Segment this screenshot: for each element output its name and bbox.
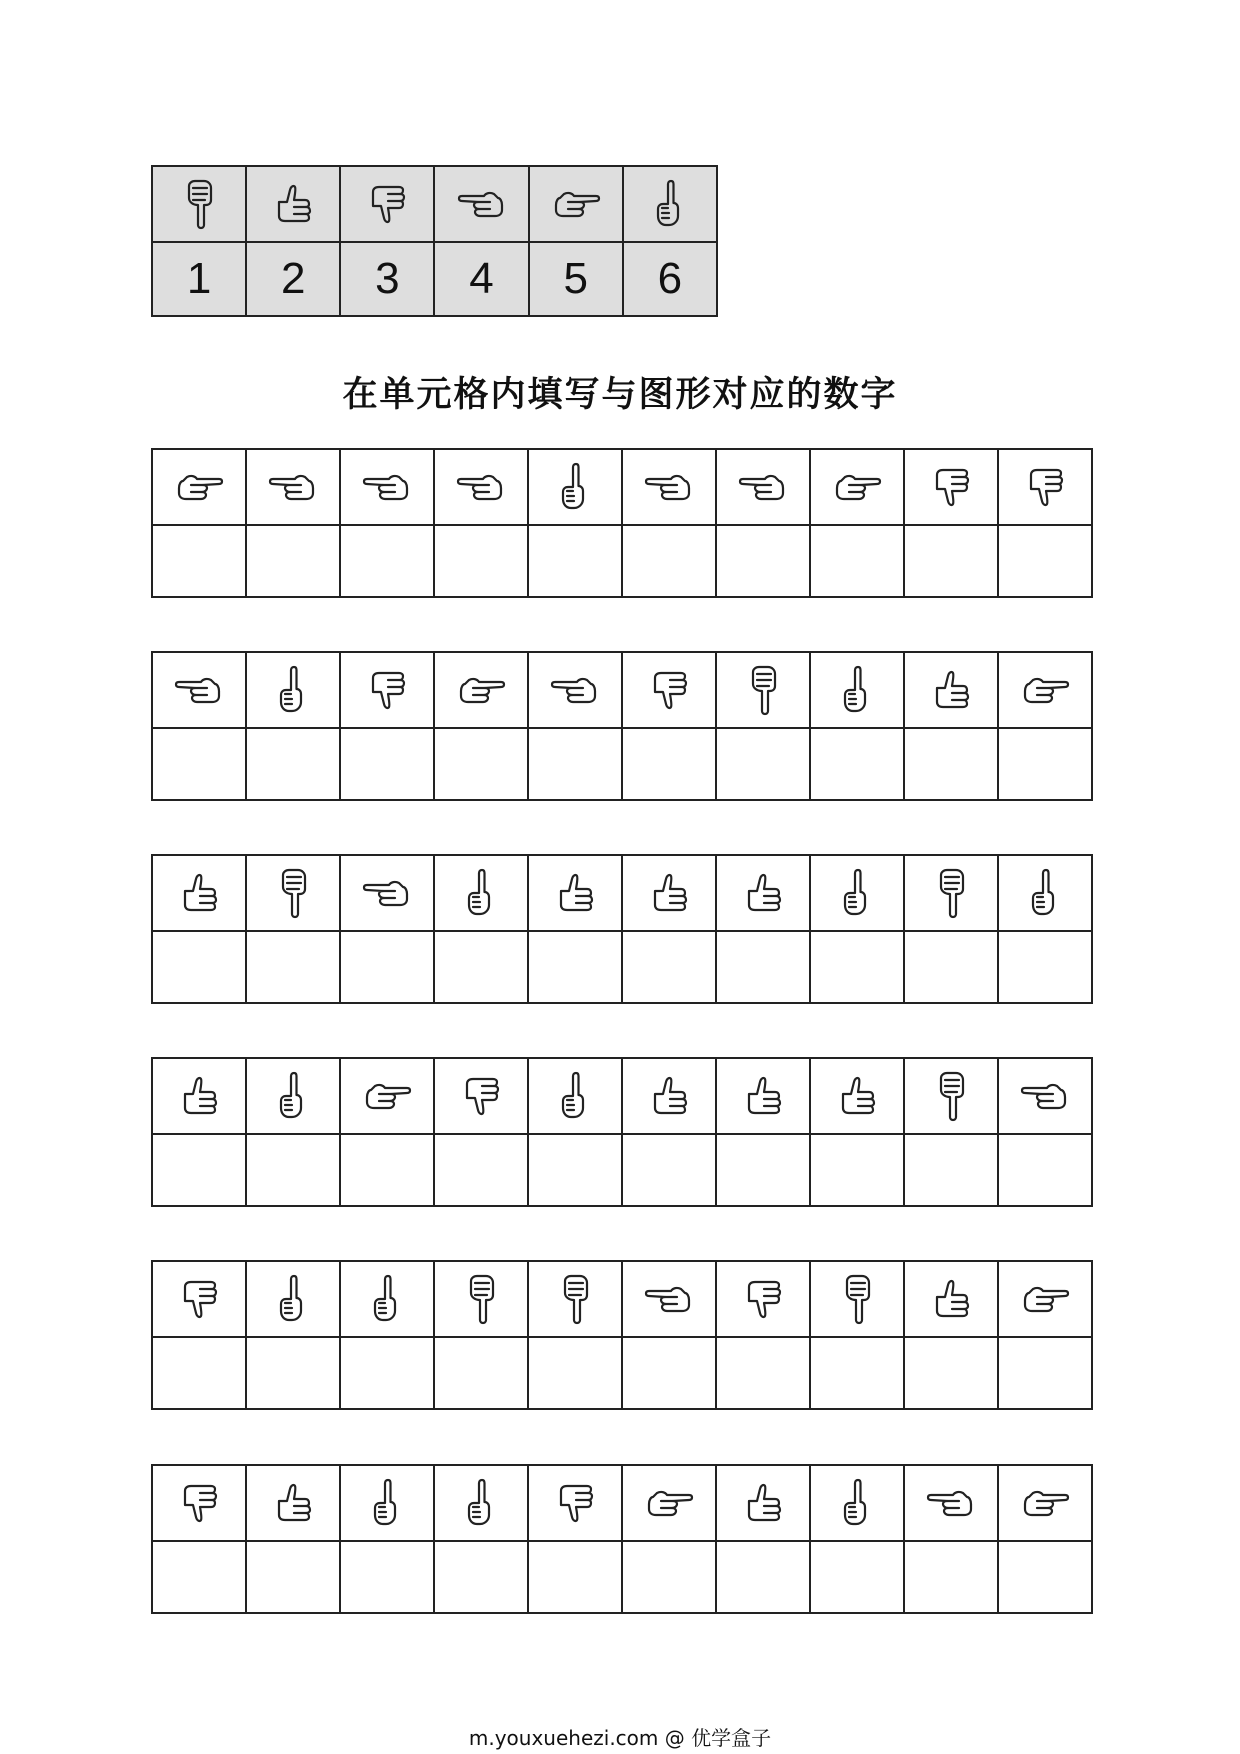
exercise-symbol-row — [152, 449, 1092, 525]
hand-point-up-icon — [359, 1475, 415, 1531]
exercise-symbol-cell — [246, 449, 340, 525]
answer-cell[interactable] — [810, 728, 904, 800]
hand-point-up-icon — [547, 459, 603, 515]
footer-watermark: m.youxuehezi.com @ 优学盒子 — [468, 1726, 772, 1750]
hand-thumbs-up-icon — [735, 1068, 791, 1124]
exercise-symbol-cell — [528, 1261, 622, 1337]
hand-thumbs-down-icon — [641, 662, 697, 718]
exercise-symbol-cell — [152, 449, 246, 525]
exercise-symbol-cell — [904, 1465, 998, 1541]
answer-cell[interactable] — [810, 931, 904, 1003]
hand-thumbs-up-icon — [547, 865, 603, 921]
hand-point-left-icon — [359, 459, 415, 515]
answer-cell[interactable] — [246, 931, 340, 1003]
key-number-cell: 2 — [246, 242, 340, 316]
hand-point-down-icon — [829, 1271, 885, 1327]
answer-cell[interactable] — [904, 728, 998, 800]
hand-thumbs-down-icon — [171, 1475, 227, 1531]
answer-cell[interactable] — [904, 1337, 998, 1409]
answer-cell[interactable] — [904, 525, 998, 597]
exercise-symbol-cell — [434, 652, 528, 728]
hand-point-left-icon — [454, 176, 510, 232]
hand-point-up-icon — [547, 1068, 603, 1124]
exercise-symbol-row — [152, 652, 1092, 728]
answer-cell[interactable] — [810, 1541, 904, 1613]
answer-cell[interactable] — [528, 525, 622, 597]
exercise-symbol-cell — [622, 652, 716, 728]
exercise-symbol-cell — [810, 1465, 904, 1541]
exercise-symbol-cell — [998, 855, 1092, 931]
answer-cell[interactable] — [622, 1337, 716, 1409]
exercise-symbol-cell — [528, 1465, 622, 1541]
exercise-symbol-cell — [528, 652, 622, 728]
exercise-symbol-cell — [528, 855, 622, 931]
hand-point-left-icon — [923, 1475, 979, 1531]
answer-cell[interactable] — [904, 1134, 998, 1206]
hand-point-up-icon — [453, 865, 509, 921]
answer-cell[interactable] — [716, 1134, 810, 1206]
exercise-symbol-cell — [998, 1261, 1092, 1337]
key-number-cell: 1 — [152, 242, 246, 316]
exercise-answer-row — [152, 1134, 1092, 1206]
hand-point-down-icon — [735, 662, 791, 718]
answer-cell[interactable] — [716, 525, 810, 597]
hand-point-up-icon — [265, 662, 321, 718]
answer-cell[interactable] — [528, 1541, 622, 1613]
answer-cell[interactable] — [434, 931, 528, 1003]
hand-point-left-icon — [1017, 1068, 1073, 1124]
exercise-symbol-cell — [716, 855, 810, 931]
exercise-symbol-row — [152, 855, 1092, 931]
exercise-symbol-cell — [246, 1261, 340, 1337]
exercise-symbol-row — [152, 1465, 1092, 1541]
exercise-symbol-cell — [152, 1261, 246, 1337]
exercise-table — [151, 1260, 1093, 1410]
exercise-symbol-cell — [810, 449, 904, 525]
symbol-key-table — [151, 165, 718, 317]
answer-cell[interactable] — [998, 1134, 1092, 1206]
hand-thumbs-down-icon — [359, 176, 415, 232]
answer-cell[interactable] — [152, 525, 246, 597]
answer-cell[interactable] — [434, 1337, 528, 1409]
hand-thumbs-up-icon — [829, 1068, 885, 1124]
exercise-symbol-cell — [246, 1465, 340, 1541]
answer-cell[interactable] — [246, 728, 340, 800]
hand-thumbs-down-icon — [1017, 459, 1073, 515]
answer-cell[interactable] — [340, 931, 434, 1003]
hand-thumbs-up-icon — [171, 865, 227, 921]
exercise-answer-row — [152, 1541, 1092, 1613]
exercise-symbol-cell — [904, 1058, 998, 1134]
exercise-symbol-cell — [340, 652, 434, 728]
hand-point-down-icon — [453, 1271, 509, 1327]
exercise-symbol-cell — [340, 1261, 434, 1337]
exercise-symbol-cell — [904, 855, 998, 931]
answer-cell[interactable] — [152, 931, 246, 1003]
exercise-symbol-cell — [904, 652, 998, 728]
exercise-symbol-cell — [810, 855, 904, 931]
answer-cell[interactable] — [434, 1134, 528, 1206]
answer-cell[interactable] — [622, 1541, 716, 1613]
exercise-symbol-cell — [716, 1058, 810, 1134]
answer-cell[interactable] — [340, 1541, 434, 1613]
hand-point-up-icon — [265, 1068, 321, 1124]
hand-thumbs-up-icon — [735, 1475, 791, 1531]
hand-point-left-icon — [641, 459, 697, 515]
hand-point-right-icon — [171, 459, 227, 515]
exercise-symbol-cell — [152, 652, 246, 728]
exercise-symbol-cell — [246, 855, 340, 931]
exercise-symbol-cell — [904, 1261, 998, 1337]
hand-thumbs-up-icon — [265, 176, 321, 232]
exercise-symbol-cell — [434, 855, 528, 931]
exercise-symbol-cell — [622, 1058, 716, 1134]
exercise-symbol-cell — [716, 652, 810, 728]
hand-point-right-icon — [453, 662, 509, 718]
hand-point-down-icon — [265, 865, 321, 921]
answer-cell[interactable] — [810, 1337, 904, 1409]
key-symbol-cell — [434, 166, 528, 242]
answer-cell[interactable] — [810, 525, 904, 597]
hand-point-left-icon — [265, 459, 321, 515]
answer-cell[interactable] — [434, 525, 528, 597]
exercise-symbol-cell — [622, 855, 716, 931]
exercise-symbol-cell — [434, 1261, 528, 1337]
exercise-table — [151, 854, 1093, 1004]
hand-thumbs-up-icon — [265, 1475, 321, 1531]
answer-cell[interactable] — [998, 931, 1092, 1003]
hand-thumbs-down-icon — [547, 1475, 603, 1531]
answer-cell[interactable] — [434, 1541, 528, 1613]
answer-cell[interactable] — [152, 1134, 246, 1206]
hand-point-up-icon — [642, 176, 698, 232]
exercise-symbol-cell — [716, 1261, 810, 1337]
exercise-symbol-cell — [904, 449, 998, 525]
answer-cell[interactable] — [810, 1134, 904, 1206]
hand-point-right-icon — [1017, 1475, 1073, 1531]
answer-cell[interactable] — [716, 1337, 810, 1409]
exercise-symbol-cell — [340, 855, 434, 931]
key-number-cell: 6 — [623, 242, 717, 316]
hand-point-up-icon — [453, 1475, 509, 1531]
hand-point-up-icon — [829, 865, 885, 921]
exercise-answer-row — [152, 1337, 1092, 1409]
answer-cell[interactable] — [152, 1337, 246, 1409]
answer-cell[interactable] — [998, 1337, 1092, 1409]
exercise-symbol-cell — [810, 1261, 904, 1337]
answer-cell[interactable] — [246, 1541, 340, 1613]
exercise-symbol-cell — [528, 449, 622, 525]
answer-cell[interactable] — [622, 931, 716, 1003]
hand-point-right-icon — [359, 1068, 415, 1124]
exercise-symbol-cell — [152, 855, 246, 931]
answer-cell[interactable] — [716, 931, 810, 1003]
hand-thumbs-down-icon — [359, 662, 415, 718]
key-symbol-cell — [152, 166, 246, 242]
answer-cell[interactable] — [904, 1541, 998, 1613]
answer-cell[interactable] — [152, 728, 246, 800]
exercise-symbol-cell — [246, 1058, 340, 1134]
exercise-symbol-cell — [998, 1465, 1092, 1541]
exercise-symbol-cell — [434, 1465, 528, 1541]
hand-point-right-icon — [1017, 662, 1073, 718]
exercise-table — [151, 1057, 1093, 1207]
key-number-cell: 4 — [434, 242, 528, 316]
exercise-symbol-cell — [434, 449, 528, 525]
hand-point-right-icon — [548, 176, 604, 232]
key-symbol-cell — [340, 166, 434, 242]
key-symbol-cell — [623, 166, 717, 242]
exercise-symbol-row — [152, 1261, 1092, 1337]
exercise-symbol-cell — [434, 1058, 528, 1134]
answer-cell[interactable] — [904, 931, 998, 1003]
hand-point-down-icon — [171, 176, 227, 232]
exercise-symbol-cell — [622, 1465, 716, 1541]
exercise-symbol-cell — [622, 449, 716, 525]
answer-cell[interactable] — [998, 728, 1092, 800]
hand-point-left-icon — [735, 459, 791, 515]
answer-cell[interactable] — [340, 1337, 434, 1409]
exercise-symbol-row — [152, 1058, 1092, 1134]
hand-thumbs-up-icon — [641, 1068, 697, 1124]
hand-thumbs-up-icon — [923, 662, 979, 718]
hand-point-right-icon — [829, 459, 885, 515]
exercise-symbol-cell — [340, 1058, 434, 1134]
answer-cell[interactable] — [622, 728, 716, 800]
key-symbol-cell — [529, 166, 623, 242]
answer-cell[interactable] — [340, 525, 434, 597]
hand-point-right-icon — [1017, 1271, 1073, 1327]
answer-cell[interactable] — [622, 525, 716, 597]
exercise-symbol-cell — [810, 1058, 904, 1134]
exercise-symbol-cell — [622, 1261, 716, 1337]
hand-thumbs-up-icon — [735, 865, 791, 921]
answer-cell[interactable] — [622, 1134, 716, 1206]
exercise-symbol-cell — [340, 1465, 434, 1541]
exercise-answer-row — [152, 931, 1092, 1003]
exercise-symbol-cell — [152, 1058, 246, 1134]
exercise-symbol-cell — [528, 1058, 622, 1134]
answer-cell[interactable] — [998, 525, 1092, 597]
instruction-heading: 在单元格内填写与图形对应的数字 — [342, 375, 898, 415]
hand-thumbs-down-icon — [923, 459, 979, 515]
answer-cell[interactable] — [716, 728, 810, 800]
hand-thumbs-up-icon — [641, 865, 697, 921]
exercise-symbol-cell — [998, 449, 1092, 525]
exercise-symbol-cell — [998, 1058, 1092, 1134]
hand-thumbs-down-icon — [171, 1271, 227, 1327]
answer-cell[interactable] — [434, 728, 528, 800]
answer-cell[interactable] — [528, 728, 622, 800]
hand-thumbs-up-icon — [171, 1068, 227, 1124]
exercise-symbol-cell — [810, 652, 904, 728]
exercise-symbol-cell — [340, 449, 434, 525]
answer-cell[interactable] — [528, 931, 622, 1003]
hand-point-up-icon — [359, 1271, 415, 1327]
exercise-symbol-cell — [716, 449, 810, 525]
answer-cell[interactable] — [528, 1337, 622, 1409]
key-symbol-row — [152, 166, 717, 242]
hand-point-up-icon — [829, 1475, 885, 1531]
answer-cell[interactable] — [716, 1541, 810, 1613]
exercise-symbol-cell — [998, 652, 1092, 728]
exercise-symbol-cell — [246, 652, 340, 728]
hand-thumbs-down-icon — [735, 1271, 791, 1327]
exercise-symbol-cell — [152, 1465, 246, 1541]
hand-point-up-icon — [1017, 865, 1073, 921]
answer-cell[interactable] — [246, 525, 340, 597]
hand-thumbs-down-icon — [453, 1068, 509, 1124]
answer-cell[interactable] — [998, 1541, 1092, 1613]
hand-point-up-icon — [265, 1271, 321, 1327]
answer-cell[interactable] — [528, 1134, 622, 1206]
exercise-table — [151, 651, 1093, 801]
hand-point-down-icon — [923, 1068, 979, 1124]
key-number-cell: 5 — [529, 242, 623, 316]
key-number-row — [152, 242, 717, 316]
hand-point-down-icon — [923, 865, 979, 921]
key-symbol-cell — [246, 166, 340, 242]
answer-cell[interactable] — [152, 1541, 246, 1613]
hand-point-left-icon — [641, 1271, 697, 1327]
exercise-answer-row — [152, 728, 1092, 800]
hand-point-left-icon — [547, 662, 603, 718]
hand-point-left-icon — [171, 662, 227, 718]
exercise-table — [151, 448, 1093, 598]
exercise-table — [151, 1464, 1093, 1614]
hand-point-down-icon — [547, 1271, 603, 1327]
key-number-cell: 3 — [340, 242, 434, 316]
exercise-symbol-cell — [716, 1465, 810, 1541]
hand-point-left-icon — [359, 865, 415, 921]
answer-cell[interactable] — [246, 1337, 340, 1409]
hand-thumbs-up-icon — [923, 1271, 979, 1327]
exercise-answer-row — [152, 525, 1092, 597]
hand-point-up-icon — [829, 662, 885, 718]
answer-cell[interactable] — [246, 1134, 340, 1206]
answer-cell[interactable] — [340, 728, 434, 800]
hand-point-right-icon — [641, 1475, 697, 1531]
hand-point-left-icon — [453, 459, 509, 515]
answer-cell[interactable] — [340, 1134, 434, 1206]
